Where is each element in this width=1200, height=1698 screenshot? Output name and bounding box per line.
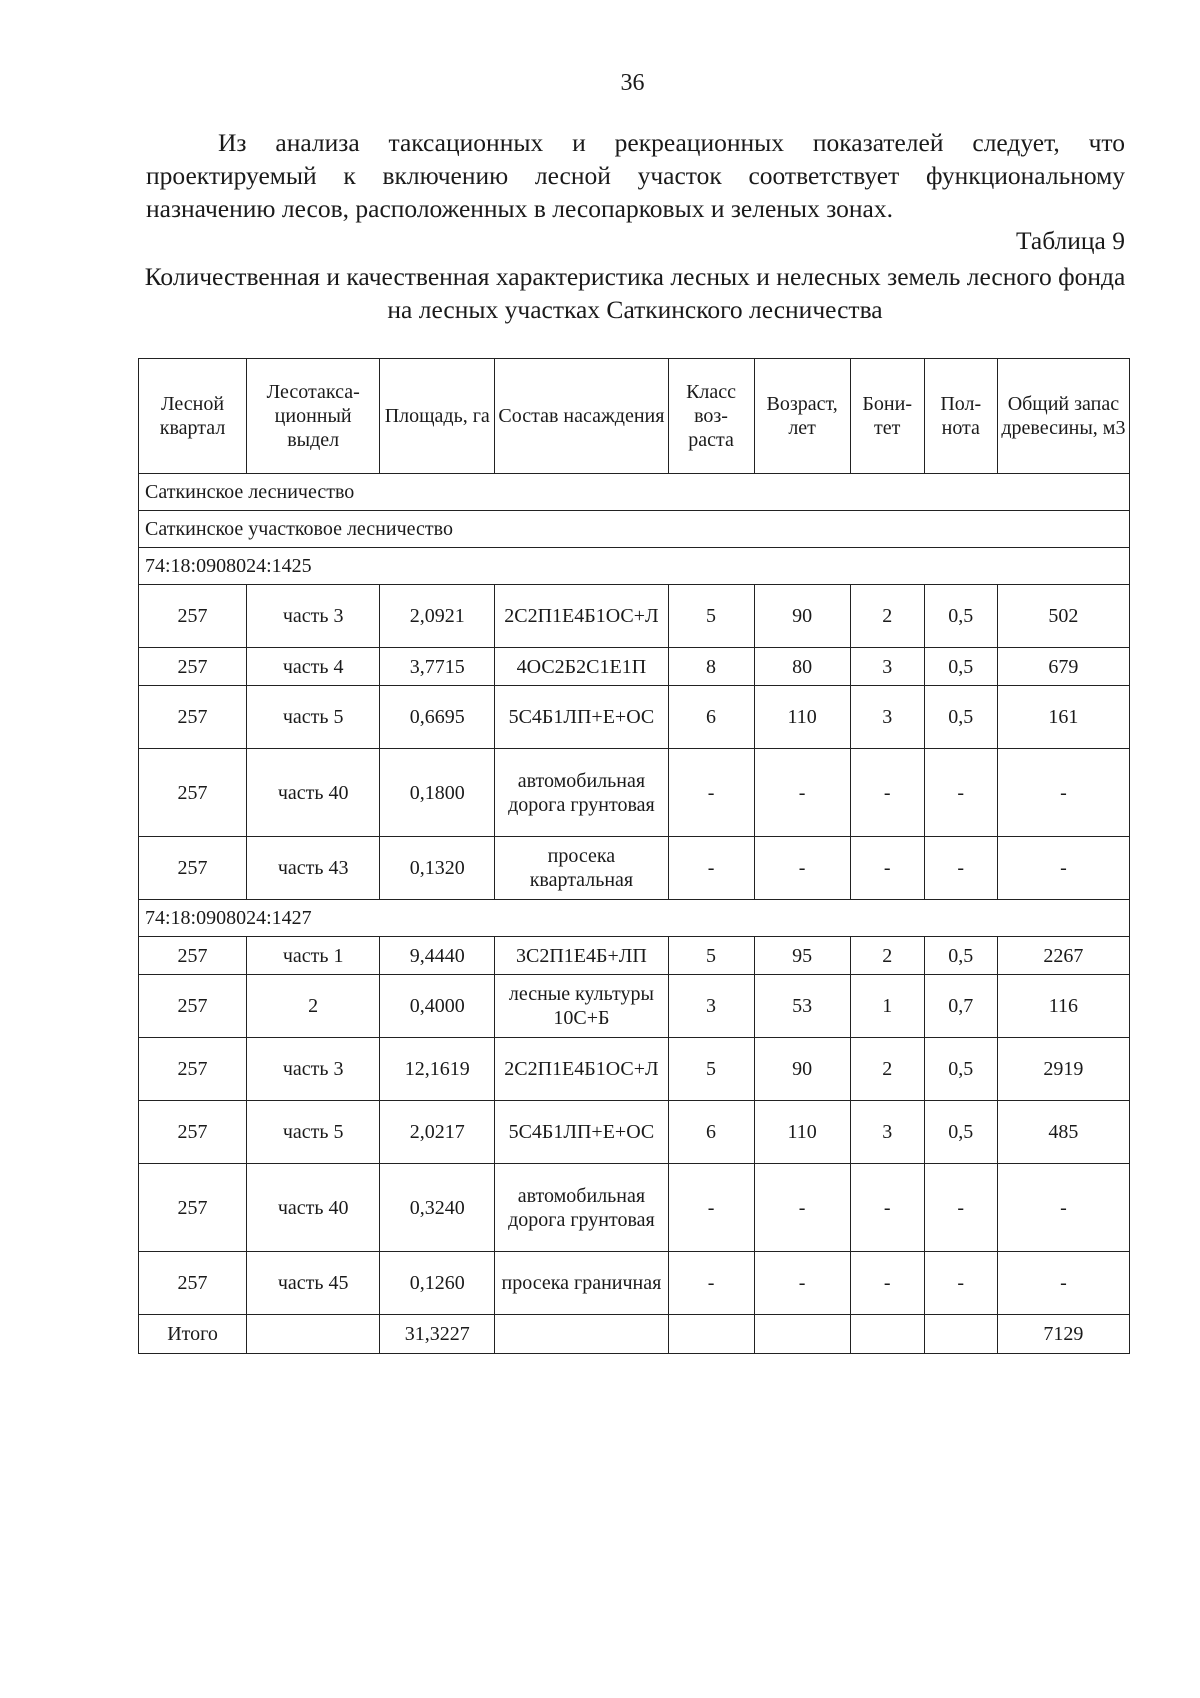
table-row: [139, 585, 1130, 648]
cell: 0,5: [924, 686, 997, 749]
cell: -: [997, 749, 1129, 837]
cell: 257: [139, 585, 247, 648]
col-header-age-class: Класс воз-раста: [668, 359, 754, 474]
cell: часть 40: [247, 749, 380, 837]
cell: 53: [754, 975, 850, 1038]
group-row: [139, 474, 1130, 511]
group-row: [139, 548, 1130, 585]
intro-paragraph: Из анализа таксационных и рекреационных показателей следует, что проектируемый к включению лесной участок соответствует функциональному назначению лесов, расположенных в лесопарковых и зеленых зонах.: [146, 128, 1125, 223]
cell: -: [850, 1252, 924, 1315]
header-row: [139, 359, 1130, 474]
cell: 6: [668, 686, 754, 749]
col-header-density: Пол-нота: [924, 359, 997, 474]
cell: 2: [850, 585, 924, 648]
cell: 3: [850, 648, 924, 686]
cell: -: [924, 1252, 997, 1315]
cell: 2: [247, 975, 380, 1038]
cell: 2: [850, 1038, 924, 1101]
cell: 3: [850, 1101, 924, 1164]
cell: 95: [754, 937, 850, 975]
table-row: [139, 937, 1130, 975]
cell: [754, 1315, 850, 1354]
cell: 0,5: [924, 585, 997, 648]
cell: 0,7: [924, 975, 997, 1038]
table-row: [139, 1252, 1130, 1315]
cell: просека квартальная: [495, 837, 668, 900]
table-row: [139, 648, 1130, 686]
cell: 110: [754, 686, 850, 749]
cell: -: [668, 837, 754, 900]
cell: лесные культуры 10С+Б: [495, 975, 668, 1038]
cell: -: [754, 1164, 850, 1252]
cell: 257: [139, 686, 247, 749]
cell: 257: [139, 749, 247, 837]
table-row: [139, 837, 1130, 900]
cell: 3,7715: [380, 648, 495, 686]
cell: 161: [997, 686, 1129, 749]
cell: просека граничная: [495, 1252, 668, 1315]
cell: часть 40: [247, 1164, 380, 1252]
cell: -: [668, 749, 754, 837]
total-label: Итого: [139, 1315, 247, 1354]
total-volume: 7129: [997, 1315, 1129, 1354]
table-title: Количественная и качественная характеристика лесных и нелесных земель лесного фонда на лесных участках Саткинского лесничества: [144, 262, 1126, 324]
col-header-age: Возраст, лет: [754, 359, 850, 474]
cell: -: [850, 749, 924, 837]
cell: 6: [668, 1101, 754, 1164]
cell: [924, 1315, 997, 1354]
cell: автомобильная дорога грунтовая: [495, 1164, 668, 1252]
group-row: [139, 900, 1130, 937]
table-row: [139, 975, 1130, 1038]
cell: [247, 1315, 380, 1354]
cell: 116: [997, 975, 1129, 1038]
cell: 257: [139, 975, 247, 1038]
cell: -: [997, 1252, 1129, 1315]
cell: 257: [139, 1164, 247, 1252]
cell: 5: [668, 1038, 754, 1101]
cell: 0,5: [924, 1038, 997, 1101]
table-label: Таблица 9: [1015, 226, 1125, 255]
group-district: Саткинское участковое лесничество: [139, 511, 1130, 548]
cell: 2: [850, 937, 924, 975]
forest-characteristics-table: [138, 358, 1130, 1354]
cell: 2С2П1Е4Б1ОС+Л: [495, 1038, 668, 1101]
cell: -: [924, 837, 997, 900]
total-row: [139, 1315, 1130, 1354]
cell: 0,1320: [380, 837, 495, 900]
cell: 8: [668, 648, 754, 686]
cell: 485: [997, 1101, 1129, 1164]
cell: -: [997, 837, 1129, 900]
cell: часть 5: [247, 686, 380, 749]
cell: 3С2П1Е4Б+ЛП: [495, 937, 668, 975]
table-row: [139, 1101, 1130, 1164]
cell: 90: [754, 1038, 850, 1101]
cell: часть 3: [247, 1038, 380, 1101]
cell: 0,5: [924, 1101, 997, 1164]
cell: [668, 1315, 754, 1354]
cell: часть 3: [247, 585, 380, 648]
cell: 257: [139, 1252, 247, 1315]
cell: 4ОС2Б2С1Е1П: [495, 648, 668, 686]
cell: 0,4000: [380, 975, 495, 1038]
cell: 2267: [997, 937, 1129, 975]
col-header-area: Площадь, га: [380, 359, 495, 474]
cell: 5: [668, 585, 754, 648]
col-header-quarter: Лесной квартал: [139, 359, 247, 474]
cell: 257: [139, 937, 247, 975]
table-row: [139, 1164, 1130, 1252]
cell: 2,0217: [380, 1101, 495, 1164]
cell: часть 4: [247, 648, 380, 686]
cell: 1: [850, 975, 924, 1038]
cell: 5С4Б1ЛП+Е+ОС: [495, 686, 668, 749]
col-header-allotment: Лесотакса-ционный выдел: [247, 359, 380, 474]
cell: 9,4440: [380, 937, 495, 975]
cell: -: [668, 1252, 754, 1315]
cell: 2919: [997, 1038, 1129, 1101]
cell: 80: [754, 648, 850, 686]
cell: -: [924, 1164, 997, 1252]
cell: -: [850, 1164, 924, 1252]
group-row: [139, 511, 1130, 548]
cell: [495, 1315, 668, 1354]
cell: 5С4Б1ЛП+Е+ОС: [495, 1101, 668, 1164]
cell: -: [754, 1252, 850, 1315]
cell: часть 43: [247, 837, 380, 900]
cell: -: [924, 749, 997, 837]
col-header-volume: Общий запас древесины, м3: [997, 359, 1129, 474]
col-header-composition: Состав насаждения: [495, 359, 668, 474]
cell: -: [997, 1164, 1129, 1252]
cell: 0,1260: [380, 1252, 495, 1315]
cell: -: [754, 837, 850, 900]
cell: 90: [754, 585, 850, 648]
cell: часть 45: [247, 1252, 380, 1315]
cell: 0,1800: [380, 749, 495, 837]
cell: 2,0921: [380, 585, 495, 648]
cell: часть 1: [247, 937, 380, 975]
table-row: [139, 686, 1130, 749]
cell: 257: [139, 837, 247, 900]
cell: [850, 1315, 924, 1354]
cell: 0,6695: [380, 686, 495, 749]
group-forestry: Саткинское лесничество: [139, 474, 1130, 511]
parcel-2: 74:18:0908024:1427: [139, 900, 1130, 937]
cell: 502: [997, 585, 1129, 648]
cell: 679: [997, 648, 1129, 686]
parcel-1: 74:18:0908024:1425: [139, 548, 1130, 585]
cell: 2С2П1Е4Б1ОС+Л: [495, 585, 668, 648]
cell: 257: [139, 1101, 247, 1164]
cell: 3: [850, 686, 924, 749]
cell: -: [754, 749, 850, 837]
cell: 5: [668, 937, 754, 975]
cell: 3: [668, 975, 754, 1038]
cell: часть 5: [247, 1101, 380, 1164]
table-row: [139, 1038, 1130, 1101]
cell: -: [850, 837, 924, 900]
cell: 12,1619: [380, 1038, 495, 1101]
cell: 257: [139, 648, 247, 686]
table-row: [139, 749, 1130, 837]
col-header-bonitet: Бони-тет: [850, 359, 924, 474]
cell: -: [668, 1164, 754, 1252]
cell: 0,3240: [380, 1164, 495, 1252]
cell: 110: [754, 1101, 850, 1164]
page-number: 36: [620, 70, 645, 96]
cell: 257: [139, 1038, 247, 1101]
cell: автомобильная дорога грунтовая: [495, 749, 668, 837]
cell: 0,5: [924, 648, 997, 686]
total-area: 31,3227: [380, 1315, 495, 1354]
cell: 0,5: [924, 937, 997, 975]
